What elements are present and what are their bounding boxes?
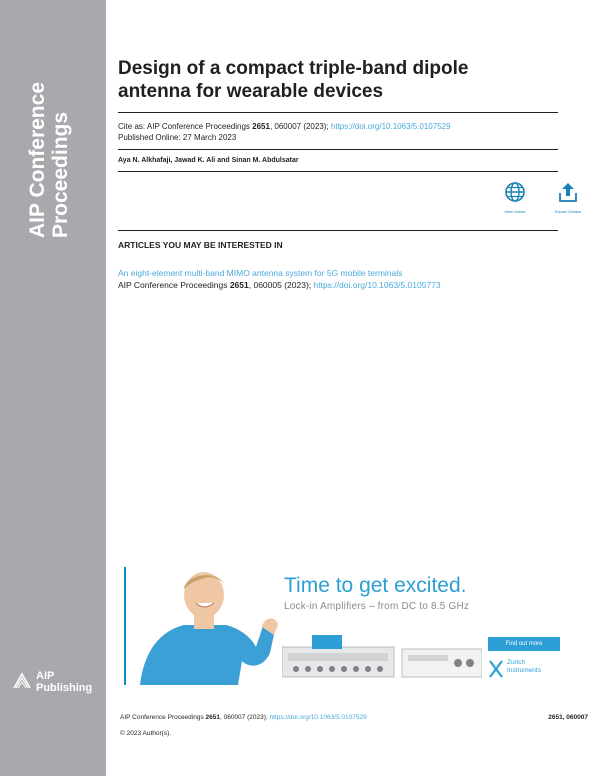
find-out-more-button[interactable]: Find out more	[488, 637, 560, 651]
doi-link[interactable]: https://doi.org/10.1063/5.0107529	[330, 122, 451, 131]
smiling-person-image	[130, 569, 280, 685]
view-online-label: View Online	[504, 209, 526, 214]
title-divider	[118, 112, 558, 113]
footer-page-number: 2651, 060007	[548, 714, 588, 721]
journal-sidebar	[0, 0, 106, 776]
authors-divider	[118, 171, 558, 172]
view-online-button[interactable]	[495, 181, 535, 214]
copyright: © 2023 Author(s).	[120, 730, 172, 737]
related-article-title-link[interactable]: An eight-element multi-band MIMO antenna system for 5G mobile terminals	[118, 268, 403, 278]
article-title-line1: Design of a compact triple-band dipole	[118, 58, 469, 79]
citation-block	[118, 121, 558, 143]
cite-line: Cite as: AIP Conference Proceedings 2651, 060007 (2023); https://doi.org/10.1063/5.0107529	[118, 122, 451, 131]
export-citation-label: Export Citation	[554, 209, 582, 214]
journal-name-line2: Proceedings	[49, 111, 72, 238]
cite-divider	[118, 149, 558, 150]
advertisement-banner[interactable]	[124, 567, 560, 685]
export-citation-button[interactable]	[548, 181, 588, 214]
related-article-cite: AIP Conference Proceedings 2651, 060005 (2023); https://doi.org/10.1063/5.0105773	[118, 280, 441, 290]
globe-icon	[504, 181, 526, 203]
published-date: Published Online: 27 March 2023	[118, 133, 237, 142]
publisher-line1: AIP	[36, 670, 55, 682]
lock-in-amplifier-image	[282, 627, 482, 683]
publisher-line2: Publishing	[36, 682, 93, 694]
article-title-line2: antenna for wearable devices	[118, 81, 384, 102]
footer-doi-link[interactable]: https://doi.org/10.1063/5.0107529	[269, 714, 367, 721]
cite-volume: 2651	[252, 122, 270, 131]
footer-citation: AIP Conference Proceedings 2651, 060007 (2023); https://doi.org/10.1063/5.0107529	[120, 714, 367, 721]
aip-logo-icon	[12, 672, 32, 690]
authors: Aya N. Alkhafaji, Jawad K. Ali and Sinan M. Abdulsatar	[118, 157, 299, 164]
journal-name-line1: AIP Conference	[26, 82, 49, 238]
export-icon	[557, 181, 579, 203]
zurich-instruments-name: Zurich Instruments	[507, 659, 541, 674]
journal-name	[26, 18, 72, 238]
interest-heading: ARTICLES YOU MAY BE INTERESTED IN	[118, 240, 283, 250]
related-article	[118, 267, 558, 291]
ad-subline: Lock-in Amplifiers – from DC to 8.5 GHz	[284, 601, 470, 612]
related-doi-link[interactable]: https://doi.org/10.1063/5.0105773	[313, 280, 441, 290]
article-title	[118, 57, 558, 103]
ad-headline: Time to get excited.	[284, 574, 467, 597]
ad-accent-bar	[124, 567, 126, 685]
interest-divider	[118, 230, 558, 231]
